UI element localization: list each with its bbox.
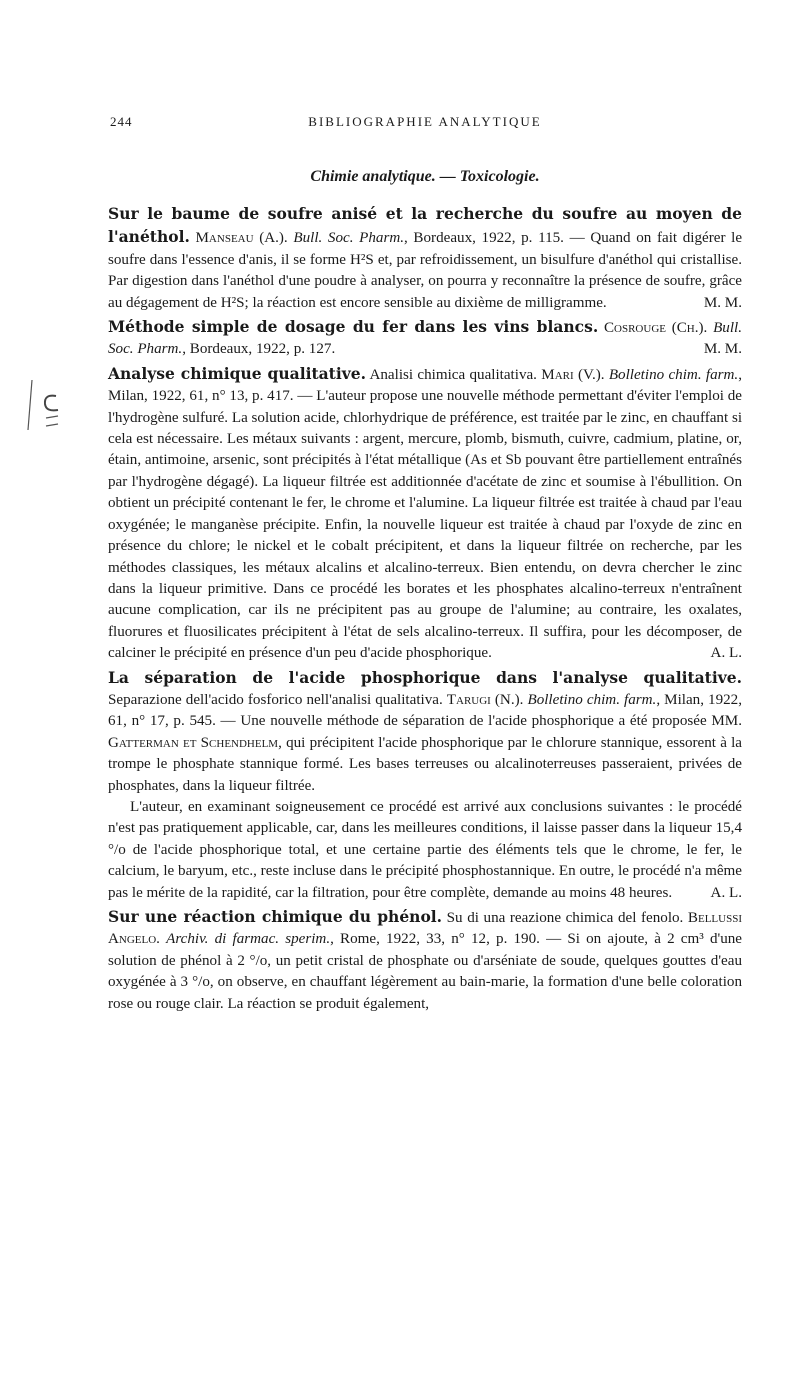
page-number: 244 [110, 114, 133, 129]
article-journal: Archiv. di farmac. sperim. [166, 931, 331, 948]
article-3 [108, 363, 742, 665]
article-reference: , Bordeaux, 1922, p. 127. [182, 341, 336, 358]
article-text: — Quand on fait digérer le soufre dans l'essence d'anis, il se forme H²S et, par refroidissement, un bisulfure d'anéthol qui cristallise. Par digestion dans l'anéthol d'une poudre à analyser, on pourra y reconnaître la présence de soufre, grâce au dégagement de H²S; la réaction est encore sensible au dixième de milligramme. [108, 230, 743, 311]
article-title: La séparation de l'acide phosphorique dans l'analyse qualitative. [108, 667, 742, 687]
article-author: Manseau (A.). [195, 230, 288, 247]
article-title: Sur le baume de soufre anisé et la recherche du soufre au moyen de l'anéthol. [108, 204, 742, 247]
cited-names: Gatterman et Schendhelm [108, 734, 279, 751]
article-text: L'auteur, en examinant soigneusement ce procédé est arrivé aux conclusions suivantes : le procédé n'est pas pratiquement applicable, car, dans les meilleures conditions, il laisse passer dans la liqueur 15,4 °/o de l'acide phosphorique total, et une certaine partie des éléments tels que le chrome, le fer, le calcium, le baryum, etc., reste incluse dans le précipité phosphostannique. En outre, le procédé n'a même pas le mérite de la rapidité, car la filtration, pour être complète, demande au moins 48 heures. [108, 798, 742, 901]
article-author: Tarugi (N.). [446, 691, 524, 708]
article-text: — Si on ajoute, à 2 cm³ d'une solution de phénol à 2 °/o, un petit cristal de phosphate ou d'arséniate de soude, quelques gouttes d'eau oxygénée à 3 °/o, on observe, en chauffant légèrement au bain-marie, la formation d'une belle coloration rose ou rouge clair. La réaction se produit également, [108, 931, 743, 1012]
article-signature: A. L. [710, 645, 742, 662]
article-journal: Bolletino chim. farm. [608, 366, 739, 383]
article-author: Cosrouge (Ch.). [603, 320, 708, 337]
article-author: Bellussi Angelo. [108, 910, 742, 948]
running-header [110, 114, 740, 134]
article-author: Mari (V.). [541, 366, 605, 383]
article-title: Sur une réaction chimique du phénol. [108, 907, 443, 926]
article-4 [108, 667, 742, 797]
article-text: , qui précipitent l'acide phosphorique par le chlorure stannique, essorent à la trompe le phosphate stannique formé. Les bases terreuses ou alcalinoterreuses passeraient, privées de phosphates, dans la liqueur filtrée. [108, 734, 743, 794]
handwritten-margin-note [26, 378, 76, 438]
article-signature: M. M. [703, 294, 742, 311]
article-4-paragraph-2 [108, 797, 742, 904]
article-journal: Bull. Soc. Pharm. [293, 230, 405, 247]
article-title: Méthode simple de dosage du fer dans les vins blancs. [108, 317, 599, 337]
section-heading: Chimie analytique. — Toxicologie. [310, 168, 540, 185]
article-subtitle: Separazione dell'acido fosforico nell'analisi qualitativa. [108, 691, 447, 708]
article-journal: Bull. Soc. Pharm. [108, 320, 742, 358]
article-journal: Bolletino chim. farm. [527, 691, 657, 708]
article-reference: , Bordeaux, 1922, p. 115. [404, 230, 564, 247]
article-reference: , Milan, 1922, 61, n° 17, p. 545. [108, 691, 742, 730]
article-text: — Une nouvelle méthode de séparation de l'acide phosphorique a été proposée MM. [215, 713, 742, 730]
article-subtitle: Su di una reazione chimica del fenolo. [442, 910, 688, 926]
article-text: — L'auteur propose une nouvelle méthode permettant d'éviter l'emploi de l'hydrogène sulfuré. La solution acide, chlorhydrique de préférence, est traitée par le zinc, en chauffant si cela est nécessaire. Les métaux suivants : argent, mercure, plomb, bismuth, cuivre, cadmium, platine, or, étain, antimoine, arsenic, sont précipités à l'état métallique (As et Sb pouvant être partiellement entraînés par l'hydrogène dégagé). La liqueur filtrée est additionnée d'acétate de zinc et soumise à l'ébullition. On obtient un précipité contenant le fer, le chrome et l'alumine. La liqueur filtrée est traitée à chaud par l'eau oxygénée; le manganèse précipite. Enfin, la nouvelle liqueur est traitée à chaud par l'oxyde de zinc en présence du chlore; le nickel et le cobalt précipitent, et dans la liqueur filtrée on recherche, par les méthodes classiques, les métaux alcalins et alcalino-terreux. Bien entendu, on devra chercher le zinc dans la liqueur primitive. Dans ce procédé les borates et les phosphates alcalino-terreux n'entraînent aucune complication, car ils ne précipitent pas au groupe de l'alumine; au contraire, les oxalates, fluorures et fluosilicates précipitent à l'état de sels alcalino-terreux. Il suffira, pour les décomposer, de calciner le précipité en présence d'un peu d'acide phosphorique. [108, 388, 743, 662]
running-title: BIBLIOGRAPHIE ANALYTIQUE [308, 114, 542, 129]
article-subtitle: Analisi chimica qualitativa. [366, 366, 542, 383]
article-reference: , Milan, 1922, 61, n° 13, p. 417. [108, 366, 742, 405]
article-signature: M. M. [703, 341, 742, 358]
article-reference: , Rome, 1922, 33, n° 12, p. 190. [330, 931, 540, 948]
article-signature: A. L. [710, 884, 742, 901]
article-1 [108, 203, 742, 314]
article-title: Analyse chimique qualitative. [108, 363, 366, 383]
article-2 [108, 316, 742, 361]
article-5 [108, 906, 742, 1015]
article-body [108, 203, 742, 1015]
